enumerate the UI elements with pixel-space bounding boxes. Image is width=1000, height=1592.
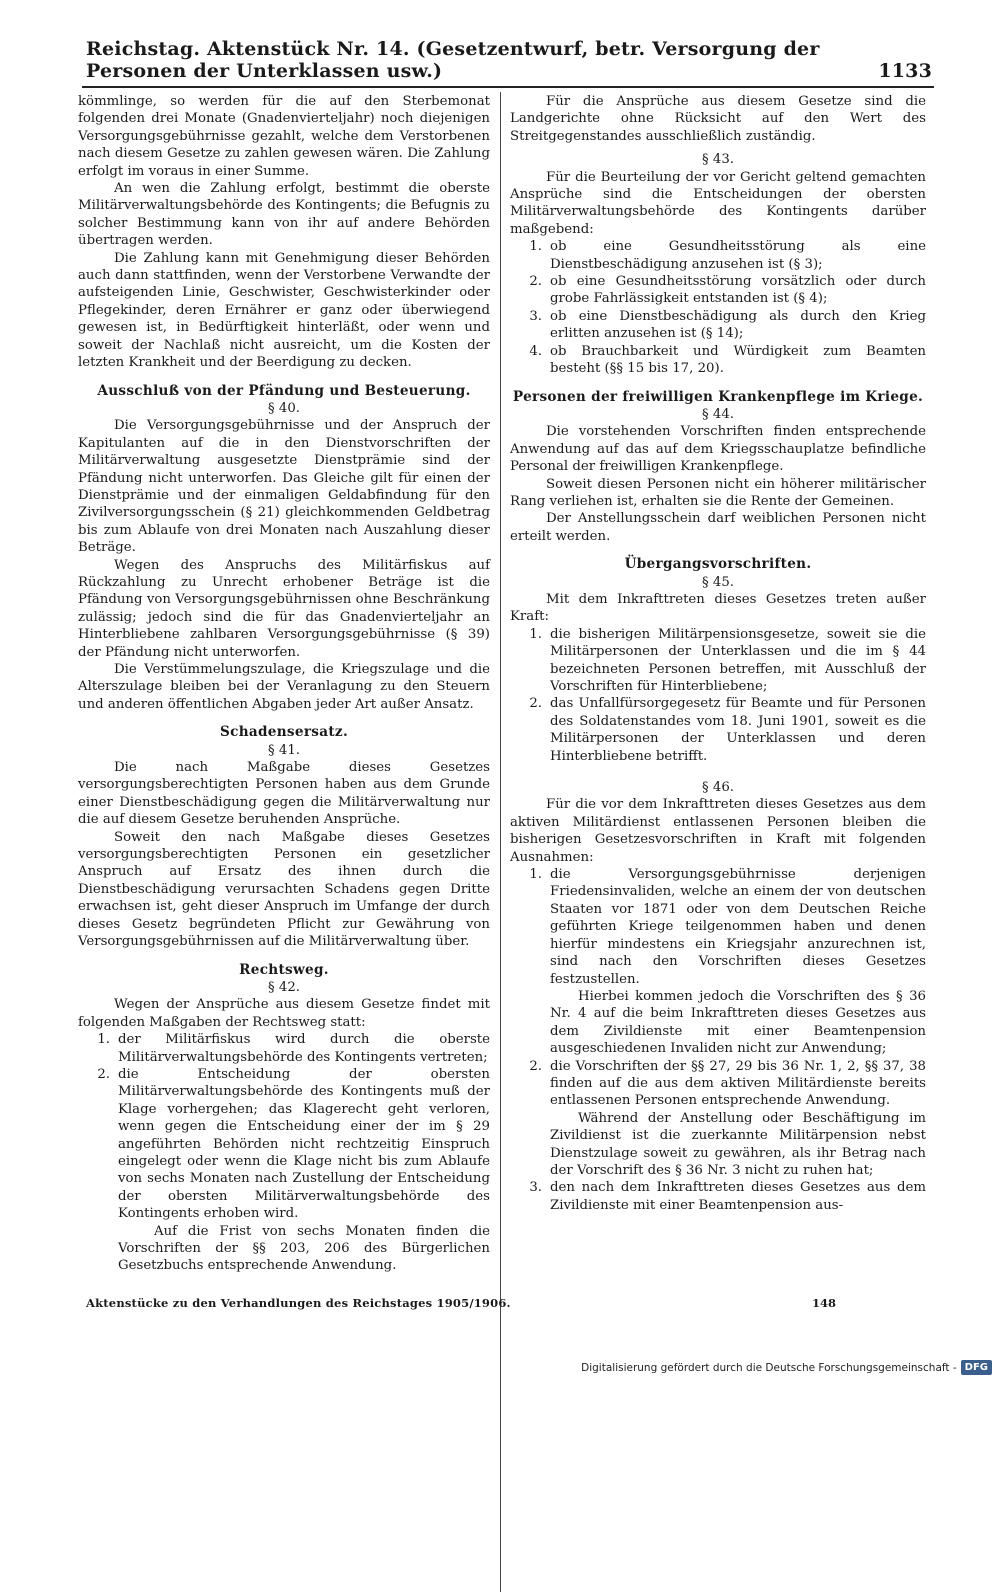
list-item-number: 1. xyxy=(529,867,542,883)
paragraph: Der Anstellungsschein darf weiblichen Personen nicht erteilt werden. xyxy=(510,511,926,544)
section-number-46: § 46. xyxy=(701,780,735,796)
paragraph: Für die Beurteilung der vor Gericht geltend gemachten Ansprüche sind die Entscheidungen der obersten Militärverwaltungsbehörde des Kontingents darüber maßgebend: xyxy=(510,169,926,237)
list-item-number: 3. xyxy=(529,308,542,324)
list-item xyxy=(510,1058,926,1180)
footer-sheet-number: 148 xyxy=(812,1296,837,1310)
dfg-logo-icon: DFG xyxy=(961,1360,992,1375)
list-item-number: 2. xyxy=(529,696,542,712)
paragraph: kömmlinge, so werden für die auf den Sterbemonat folgenden drei Monate (Gnadenvierteljahr) noch diejenigen Versorgungsgebührnisse gezahlt, welche dem Verstorbenen nach diesem Gesetze zu zahlen gewesen wären. Die Zahlung erfolgt im voraus in einer Summe. xyxy=(78,94,490,179)
section-number-41: § 41. xyxy=(267,742,301,758)
paragraph: Wegen des Anspruchs des Militärfiskus auf Rückzahlung zu Unrecht erhobener Beträge ist die Pfändung von Versorgungsgebührnissen ohne Beschränkung zulässig; jedoch sind die für das Gnadenvierteljahr an Hinterbliebene zahlbaren Versorgungsgebührnisse (§ 39) der Pfändung nicht unterworfen. xyxy=(78,557,490,660)
paragraph: An wen die Zahlung erfolgt, bestimmt die oberste Militärverwaltungsbehörde des Kontingents; die Befugnis zu solcher Bestimmung kann von ihr auf andere Behörden übertragen werden. xyxy=(78,181,490,249)
footer-reference: Aktenstücke zu den Verhandlungen des Reichstages 1905/1906. xyxy=(86,1296,511,1310)
list-item-number: 3. xyxy=(529,1180,542,1196)
paragraph: Die vorstehenden Vorschriften finden entsprechende Anwendung auf das auf dem Kriegsschauplatze befindliche Personal der freiwilligen Krankenpflege. xyxy=(510,424,926,475)
column-divider xyxy=(500,92,501,1592)
list-item-text: das Unfallfürsorgegesetz für Beamte und für Personen des Soldatenstandes vom 18. Juni 1901, soweit es die Militärpersonen der Unterklassen und deren Hinterbliebene betrifft. xyxy=(550,696,926,764)
section-number-45: § 45. xyxy=(701,574,735,590)
list-item-text xyxy=(550,866,926,1057)
list-item xyxy=(510,1179,926,1214)
list-item-number: 2. xyxy=(529,1058,542,1074)
left-column xyxy=(78,93,490,1275)
list-item-text-main: die Vorschriften der §§ 27, 29 bis 36 Nr. 1, 2, §§ 37, 38 finden auf die aus dem aktiven Militärdienste bereits entlassenen Personen entsprechende Anwendung. xyxy=(550,1058,926,1109)
paragraph: Die Verstümmelungszulage, die Kriegszulage und die Alterszulage bleiben bei der Veranlagung zu den Steuern und anderen öffentlichen Abgaben jeder Art außer Ansatz. xyxy=(78,662,490,712)
paragraph: Die Zahlung kann mit Genehmigung dieser Behörden auch dann stattfinden, wenn der Verstorbene Verwandte der aufsteigenden Linie, Geschwister, Geschwisterkinder oder Pflegekinder, deren Ernährer er ganz oder überwiegend gewesen ist, in Bedürftigkeit hinterläßt, oder wenn und soweit der Nachlaß nicht ausreicht, um die Kosten der letzten Krankheit und der Beerdigung zu decken. xyxy=(78,250,490,371)
list-43 xyxy=(510,238,926,377)
dfg-credit xyxy=(581,1360,992,1375)
right-column xyxy=(510,93,926,1214)
paragraph: Soweit den nach Maßgabe dieses Gesetzes versorgungsberechtigten Personen ein gesetzlicher Anspruch auf Ersatz des ihnen durch die Dienstbeschädigung verursachten Schadens gegen Dritte erwachsen ist, geht dieser Anspruch im Umfange der durch dieses Gesetz begründeten Pflicht zur Gewährung von Versorgungsgebührnissen auf die Militärverwaltung über. xyxy=(78,829,490,950)
list-item xyxy=(78,1031,490,1066)
list-item xyxy=(510,343,926,378)
list-item-number: 2. xyxy=(97,1066,110,1082)
list-42 xyxy=(78,1031,490,1222)
dfg-credit-text: Digitalisierung gefördert durch die Deutsche Forschungsgemeinschaft - xyxy=(581,1361,957,1374)
list-item-text: ob Brauchbarkeit und Würdigkeit zum Beamten besteht (§§ 15 bis 17, 20). xyxy=(550,343,926,377)
header-page-number: 1133 xyxy=(878,60,932,82)
list-item xyxy=(510,695,926,765)
section-number-40: § 40. xyxy=(267,400,301,416)
section-number-43: § 43. xyxy=(701,152,735,168)
paragraph: Auf die Frist von sechs Monaten finden die Vorschriften der §§ 203, 206 des Bürgerlichen Gesetzbuchs entsprechende Anwendung. xyxy=(118,1223,490,1274)
list-item-number: 1. xyxy=(97,1032,110,1048)
list-item xyxy=(510,238,926,273)
list-item xyxy=(510,273,926,308)
list-item-number: 2. xyxy=(529,274,542,290)
section-heading-rechtsweg: Rechtsweg. xyxy=(239,961,329,978)
list-item xyxy=(510,866,926,1057)
list-item-text: ob eine Gesundheitsstörung vorsätzlich oder durch grobe Fahrlässigkeit entstanden ist (§ 4); xyxy=(550,274,926,307)
section-number-42: § 42. xyxy=(267,979,301,995)
list-item-text-main: die Versorgungsgebührnisse derjenigen Friedensinvaliden, welche an einem der von deutschen Staaten vor 1871 oder von dem Deutschen Reiche geführten Kriege teilgenommen haben und denen hierfür mindestens ein Kriegsjahr anzurechnen ist, sind nach den Vorschriften dieses Gesetzes festzustellen. xyxy=(550,867,926,987)
list-item xyxy=(78,1066,490,1223)
page-header xyxy=(86,38,932,82)
paragraph: Die nach Maßgabe dieses Gesetzes versorgungsberechtigten Personen haben aus dem Grunde einer Dienstbeschädigung gegen die Militärverwaltung nur die auf diesem Gesetze beruhenden Ansprüche. xyxy=(78,760,490,828)
list-item xyxy=(510,626,926,696)
list-item-number: 4. xyxy=(529,343,542,359)
paragraph: Mit dem Inkrafttreten dieses Gesetzes treten außer Kraft: xyxy=(510,591,926,625)
list-item-text: ob eine Dienstbeschädigung als durch den Krieg erlitten anzusehen ist (§ 14); xyxy=(550,308,926,342)
list-item-text: der Militärfiskus wird durch die oberste Militärverwaltungsbehörde des Kontingents vertreten; xyxy=(118,1032,490,1065)
list-item-subparagraph: Hierbei kommen jedoch die Vorschriften des § 36 Nr. 4 auf die beim Inkrafttreten dieses Gesetzes aus dem Zivildienste mit einer Beamtenpension ausgeschiedenen Invaliden nicht zur Anwendung; xyxy=(550,988,926,1057)
list-item-text: ob eine Gesundheitsstörung als eine Dienstbeschädigung anzusehen ist (§ 3); xyxy=(550,239,926,272)
section-heading-uebergang: Übergangsvorschriften. xyxy=(624,556,812,573)
header-title: Reichstag. Aktenstück Nr. 14. (Gesetzentwurf, betr. Versorgung der Personen der Unterklassen usw.) xyxy=(86,38,820,82)
paragraph: Die Versorgungsgebührnisse und der Anspruch der Kapitulanten auf die in den Dienstvorschriften der Militärverwaltung ausgesetzte Dienstprämie sind der Pfändung nicht unterworfen. Das Gleiche gilt für einen der Dienstprämie und der einmaligen Geldabfindung für den Zivilversorgungsschein (§ 21) gleichkommenden Geldbetrag bis zum Ablaufe von drei Monaten nach Auszahlung dieser Beträge. xyxy=(78,418,490,556)
list-item-text: die bisherigen Militärpensionsgesetze, soweit sie die Militärpersonen der Unterklassen und die im § 44 bezeichneten Personen betreffen, mit Ausschluß der Vorschriften für Hinterbliebene; xyxy=(550,626,926,694)
list-item-number: 1. xyxy=(529,626,542,642)
paragraph: Soweit diesen Personen nicht ein höherer militärischer Rang verliehen ist, erhalten sie die Rente der Gemeinen. xyxy=(510,476,926,509)
section-number-44: § 44. xyxy=(701,406,735,422)
paragraph: Für die vor dem Inkrafttreten dieses Gesetzes aus dem aktiven Militärdienst entlassenen Personen bleiben die bisherigen Gesetzesvorschriften in Kraft mit folgenden Ausnahmen: xyxy=(510,797,926,865)
paragraph: Für die Ansprüche aus diesem Gesetze sind die Landgerichte ohne Rücksicht auf den Wert des Streitgegenstandes ausschließlich zuständig. xyxy=(510,94,926,144)
list-45 xyxy=(510,626,926,765)
list-item-text xyxy=(550,1058,926,1180)
list-46 xyxy=(510,866,926,1214)
list-item-text: die Entscheidung der obersten Militärverwaltungsbehörde des Kontingents muß der Klage vorhergehen; das Klagerecht geht verloren, wenn gegen die Entscheidung einer der im § 29 angeführten Behörden nicht rechtzeitig Einspruch eingelegt oder wenn die Klage nicht bis zum Ablaufe von sechs Monaten nach Zustellung der Entscheidung der obersten Militärverwaltungsbehörde des Kontingents erhoben wird. xyxy=(118,1066,490,1222)
section-heading-pfaendung: Ausschluß von der Pfändung und Besteuerung. xyxy=(97,382,471,399)
section-heading-schadensersatz: Schadensersatz. xyxy=(220,724,348,741)
paragraph: Wegen der Ansprüche aus diesem Gesetze findet mit folgenden Maßgaben der Rechtsweg statt: xyxy=(78,997,490,1030)
header-rule xyxy=(82,86,934,88)
list-item-number: 1. xyxy=(529,239,542,255)
list-item-subparagraph: Während der Anstellung oder Beschäftigung im Zivildienst ist die zuerkannte Militärpension nebst Dienstzulage soweit zu gewähren, als ihr Betrag nach der Vorschrift des § 36 Nr. 3 nicht zu ruhen hat; xyxy=(550,1110,926,1178)
list-item-text: den nach dem Inkrafttreten dieses Gesetzes aus dem Zivildienste mit einer Beamtenpension aus- xyxy=(550,1180,926,1213)
section-heading-krankenpflege: Personen der freiwilligen Krankenpflege im Kriege. xyxy=(512,388,924,405)
list-item xyxy=(510,308,926,343)
